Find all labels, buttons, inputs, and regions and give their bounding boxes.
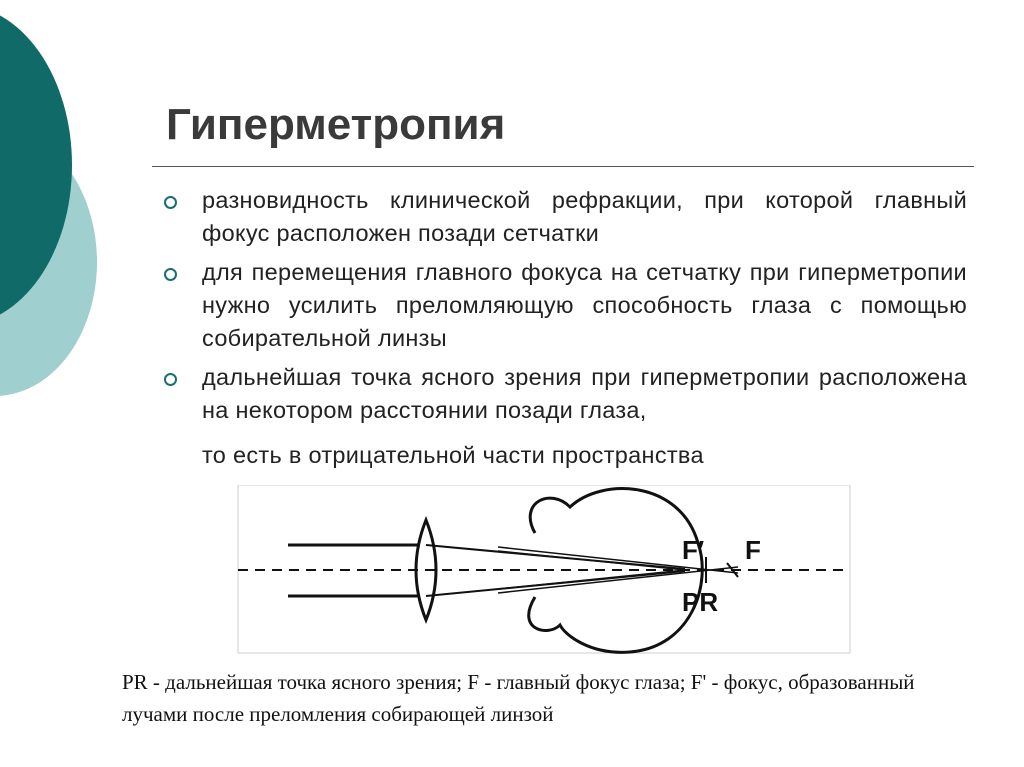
bullet-text: для перемещения главного фокуса на сетчатку при гиперметропии нужно усилить преломляющую способность глаза с помощью собирательной линзы: [202, 259, 967, 351]
ray-inside-eye-4: [498, 570, 685, 589]
hyperopia-diagram: [230, 485, 855, 655]
list-item: [162, 256, 967, 355]
ray-inside-eye-3: [498, 551, 685, 570]
label-pr: PR: [682, 587, 719, 617]
bullet-text: разновидность клинической рефракции, при которой главный фокус расположен позади сетчатки: [202, 187, 967, 246]
label-f-prime: F′: [682, 535, 705, 565]
label-f: F: [745, 535, 761, 565]
diagram-caption: PR - дальнейшая точка ясного зрения; F - главный фокус глаза; F' - фокус, образованный лучами после преломления собирающей линзой: [122, 670, 915, 726]
list-item: [162, 184, 967, 250]
bullet-marker-icon: [164, 373, 177, 386]
bullet-marker-icon: [164, 268, 177, 281]
bullet-text: дальнейшая точка ясного зрения при гиперметропии расположена на некотором расстоянии позади глаза,: [202, 364, 967, 423]
bullet-continuation: то есть в отрицательной части пространства: [202, 442, 704, 468]
bullet-marker-icon: [164, 196, 177, 209]
decorative-circles: [0, 0, 110, 420]
page-title: Гиперметропия: [166, 100, 506, 149]
list-item: [162, 361, 967, 472]
bullet-list: [162, 184, 967, 478]
title-divider: [152, 166, 974, 167]
